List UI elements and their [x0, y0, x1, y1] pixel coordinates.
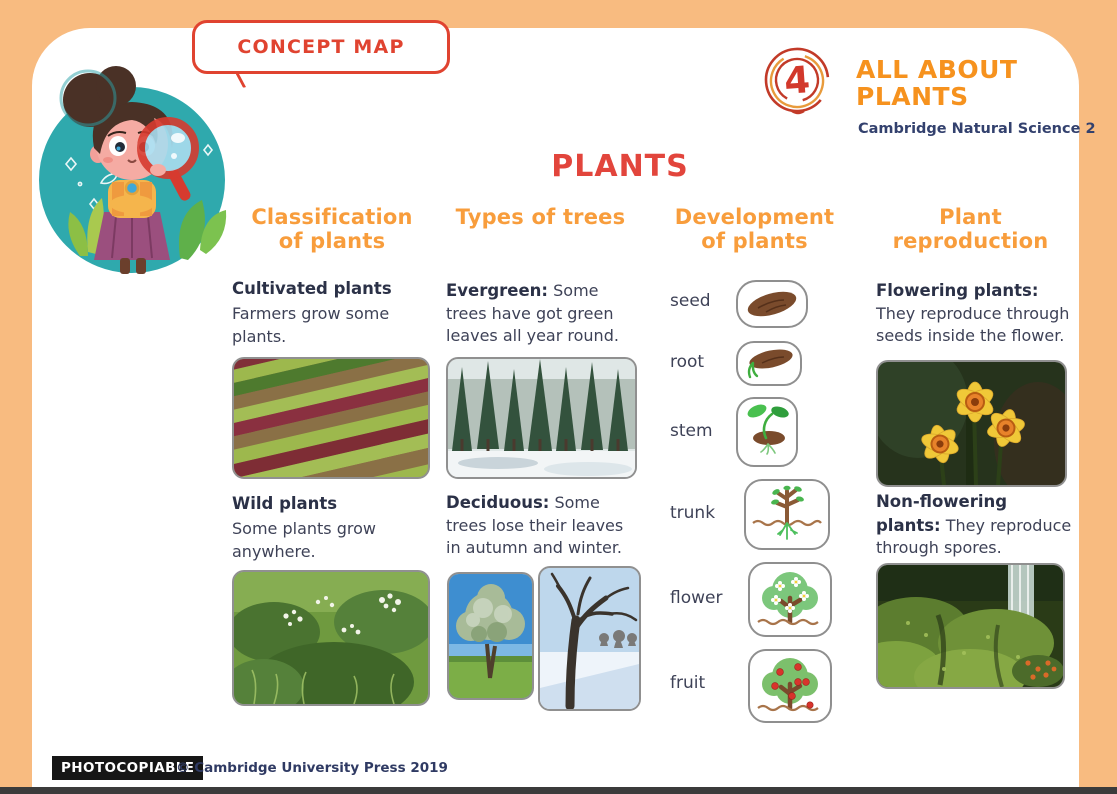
- nonflowering-term: Non-flowering plants:: [876, 492, 1008, 535]
- stage-label-flower: flower: [670, 588, 723, 608]
- wild-plants-term: Wild plants: [232, 494, 338, 513]
- unit-number: 4: [782, 57, 812, 103]
- stem-icon: [736, 397, 798, 467]
- nonflowering-plants-photo: [876, 563, 1065, 689]
- trunk-icon: [744, 479, 830, 550]
- fruit-tree-icon: [748, 649, 832, 723]
- evergreen-text: Some trees have got green leaves all year round.: [446, 281, 619, 346]
- heading-types-of-trees: Types of trees: [455, 205, 626, 229]
- heading-reproduction: Plant reproduction: [892, 205, 1049, 253]
- flowering-term: Flowering plants:: [876, 281, 1039, 300]
- stage-label-trunk: trunk: [670, 503, 716, 523]
- heading-development: Development of plants: [674, 205, 835, 253]
- concept-map-label: CONCEPT MAP: [237, 36, 405, 58]
- cultivated-plants-text: Farmers grow some plants.: [232, 304, 390, 346]
- wild-plants-text: Some plants grow anywhere.: [232, 519, 376, 561]
- deciduous-entry: [446, 491, 626, 560]
- stage-label-stem: stem: [670, 421, 713, 441]
- series-subtitle: Cambridge Natural Science 2: [858, 121, 1096, 137]
- page-bottom-edge: [0, 787, 1117, 794]
- seed-icon: [736, 280, 808, 328]
- stage-label-root: root: [670, 352, 705, 372]
- root-icon: [736, 341, 802, 386]
- evergreen-photo: [446, 357, 637, 479]
- flower-tree-icon: [748, 562, 832, 637]
- series-title-line2: PLANTS: [856, 82, 969, 111]
- deciduous-summer-photo: [447, 572, 534, 700]
- deciduous-term: Deciduous:: [446, 493, 550, 512]
- flowering-text: They reproduce through seeds inside the flower.: [876, 303, 1070, 346]
- cultivated-plants-photo: [232, 357, 430, 479]
- cultivated-plants-term: Cultivated plants: [232, 279, 392, 298]
- page-title: PLANTS: [551, 149, 689, 184]
- stage-label-seed: seed: [670, 291, 711, 311]
- nonflowering-text: They reproduce through spores.: [876, 515, 1072, 558]
- heading-classification: Classification of plants: [251, 205, 413, 253]
- flowering-plants-photo: [876, 360, 1067, 487]
- stage-label-fruit: fruit: [670, 673, 706, 693]
- girl-with-magnifier-illustration: [28, 52, 240, 288]
- series-title: [856, 56, 1096, 110]
- evergreen-term: Evergreen:: [446, 281, 549, 300]
- series-title-line1: ALL ABOUT: [856, 55, 1018, 84]
- unit-number-rings: [762, 45, 832, 117]
- deciduous-text: Some trees lose their leaves in autumn and winter.: [446, 493, 624, 558]
- nonflowering-entry: [876, 490, 1072, 560]
- flowering-entry: [876, 279, 1072, 348]
- wild-plants-photo: [232, 570, 430, 706]
- copyright-text: © Cambridge University Press 2019: [176, 760, 448, 776]
- deciduous-winter-photo: [538, 566, 641, 711]
- photocopiable-badge: PHOTOCOPIABLE: [52, 756, 203, 780]
- evergreen-entry: [446, 279, 634, 348]
- concept-map-bubble: [192, 20, 450, 74]
